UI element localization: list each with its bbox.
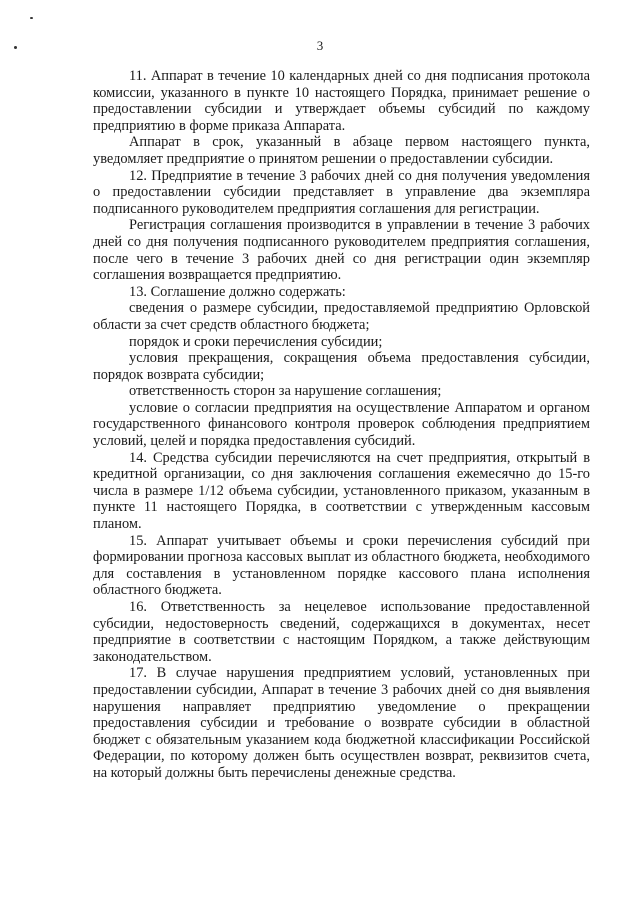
paragraph-17: 17. В случае нарушения предприятием условий, установленных при предоставлении субсидии, Аппарат в течение 3 рабочих дней со дня выявления нарушения направляет предприятию уведомление о прекращении предоставления субсидии и требование о возврате субсидии в областной бюджет с обязательным указанием кода бюджетной классификации Российской Федерации, по которому должен быть осуществлен возврат, реквизитов счета, на который должны быть перечислены денежные средства. [93, 665, 590, 781]
paragraph-12-registration: Регистрация соглашения производится в управлении в течение 3 рабочих дней со дня получения подписанного руководителем предприятия соглашения, после чего в течение 3 рабочих дней со дня регистрации один экземпляр соглашения возвращается предприятию. [93, 217, 590, 284]
document-body [93, 68, 590, 782]
scan-speck [30, 17, 33, 19]
paragraph-16: 16. Ответственность за нецелевое использование предоставленной субсидии, недостоверность сведений, содержащихся в документах, несет предприятие в соответствии с настоящим Порядком, а также действующим законодательством. [93, 599, 590, 665]
paragraph-13: 13. Соглашение должно содержать: [129, 283, 346, 300]
paragraph-11-notice: Аппарат в срок, указанный в абзаце первом настоящего пункта, уведомляет предприятие о принятом решении о предоставлении субсидии. [93, 134, 590, 167]
list-item-audit-consent: условие о согласии предприятия на осуществление Аппаратом и органом государственного финансового контроля проверок соблюдения предприятием условий, целей и порядка предоставления субсидий. [93, 399, 590, 450]
paragraph-15: 15. Аппарат учитывает объемы и сроки перечисления субсидий при формировании прогноза кассовых выплат из областного бюджета, необходимого для составления в установленном порядке кассового плана исполнения областного бюджета. [93, 532, 590, 599]
page-number: 3 [316, 38, 324, 53]
list-item-subsidy-info: сведения о размере субсидии, предоставляемой предприятию Орловской области за счет средств областного бюджета; [93, 300, 590, 333]
list-item-responsibility: ответственность сторон за нарушение соглашения; [129, 383, 442, 400]
list-item-transfer-terms: порядок и сроки перечисления субсидии; [129, 333, 383, 350]
list-item-termination: условия прекращения, сокращения объема предоставления субсидии, порядок возврата субсидии; [93, 350, 590, 383]
paragraph-14: 14. Средства субсидии перечисляются на счет предприятия, открытый в кредитной организации, со дня заключения соглашения ежемесячно до 15-го числа в размере 1/12 объема субсидии, установленного приказом, указанным в пункте 11 настоящего Порядка, в соответствии с утвержденным кассовым планом. [93, 449, 590, 533]
paragraph-12: 12. Предприятие в течение 3 рабочих дней со дня получения уведомления о предоставлении субсидии представляет в управление два экземпляра подписанного руководителем предприятия соглашения для регистрации. [93, 167, 590, 217]
paragraph-11: 11. Аппарат в течение 10 календарных дней со дня подписания протокола комиссии, указанного в пункте 10 настоящего Порядка, принимает решение о предоставлении субсидии и утверждает объемы субсидий по каждому предприятию в форме приказа Аппарата. [93, 68, 590, 134]
